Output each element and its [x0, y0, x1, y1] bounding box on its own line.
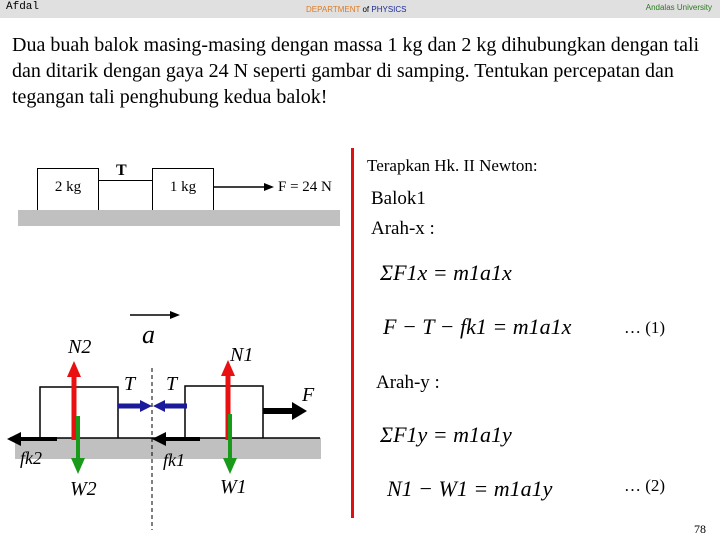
force-arrow	[214, 180, 274, 194]
fk1-label: fk1	[163, 450, 185, 470]
fk2-label: fk2	[20, 448, 42, 468]
page-number: 78	[694, 522, 706, 536]
block-2kg: 2 kg	[37, 168, 99, 210]
ground	[18, 210, 340, 226]
equation-sum-fy: ΣF1y = m1a1y	[380, 422, 512, 447]
arah-y-label: Arah-y :	[376, 372, 440, 393]
newton-heading: Terapkan Hk. II Newton:	[367, 156, 538, 175]
arah-x-label: Arah-x :	[371, 218, 435, 239]
t-left-label: T	[124, 373, 136, 395]
n1-label: N1	[230, 344, 254, 366]
accel-label: a	[142, 320, 155, 349]
problem-text: Dua buah balok masing-masing dengan massa 1 kg dan 2 kg dihubungkan dengan tali dan ditarik dengan gaya 24 N seperti gambar di samping. Tentukan percepatan dan tegangan tali penghubung kedua balok!	[12, 34, 700, 108]
divider	[351, 148, 354, 518]
balok-label: Balok1	[371, 188, 426, 209]
rope	[99, 180, 152, 181]
w1-label: W1	[220, 476, 247, 498]
slide-header	[0, 0, 720, 18]
w2-label: W2	[70, 478, 97, 500]
t-right-label: T	[166, 373, 178, 395]
university: Andalas University	[645, 3, 712, 12]
force-label: F = 24 N	[278, 179, 332, 195]
tension-label: T	[116, 162, 127, 179]
n2-label: N2	[68, 336, 92, 358]
author: Afdal	[6, 1, 40, 13]
equation-tag-1: … (1)	[624, 318, 666, 337]
department: DEPARTMENT of PHYSICS	[306, 5, 407, 14]
f-label: F	[302, 384, 315, 406]
equation-2: N1 − W1 = m1a1y	[387, 476, 553, 501]
equation-sum-fx: ΣF1x = m1a1x	[380, 260, 512, 285]
free-body-diagram	[0, 300, 345, 530]
block-1kg: 1 kg	[152, 168, 214, 210]
equation-1: F − T − fk1 = m1a1x	[383, 314, 572, 339]
equation-tag-2: … (2)	[624, 476, 666, 495]
